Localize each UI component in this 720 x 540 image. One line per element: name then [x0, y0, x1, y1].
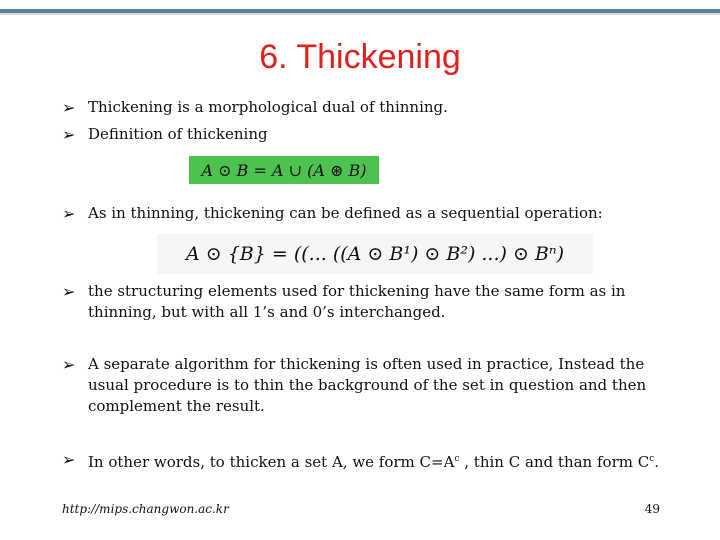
bullet-4-text: the structuring elements used for thickening have the same form as in thinning, but with all 1’s and 0’s interchanged. [88, 282, 626, 321]
arrow-bullet-icon: ➢ [62, 204, 76, 223]
bullet-2-text: Definition of thickening [88, 125, 268, 143]
bullet-2 [62, 124, 668, 145]
sequential-thickening-formula: A ⊙ {B} = ((... ((A ⊙ B¹) ⊙ B²) ...) ⊙ Bⁿ) [157, 234, 593, 274]
bullet-1-text: Thickening is a morphological dual of thinning. [88, 98, 448, 116]
arrow-bullet-icon: ➢ [62, 450, 76, 469]
bullet-5 [62, 354, 668, 417]
complement-superscript: c [649, 454, 655, 464]
footer-url: http://mips.changwon.ac.kr [62, 502, 229, 516]
bullet-6-text-pre: In other words, to thicken a set A, we form C=A [88, 453, 455, 471]
bullet-6-text-mid: , thin C and than form C [459, 453, 650, 471]
slide-title: 6. Thickening [259, 38, 461, 76]
top-border-highlight [0, 13, 720, 15]
bullet-6-text [88, 449, 668, 473]
bullet-3-text: As in thinning, thickening can be defined as a sequential operation: [88, 204, 603, 222]
arrow-bullet-icon: ➢ [62, 125, 76, 144]
page-number: 49 [644, 502, 660, 516]
bullet-6-text-post: . [654, 453, 660, 471]
bullet-1 [62, 97, 668, 118]
thickening-definition-formula: A ⊙ B = A ∪ (A ⊛ B) [189, 156, 379, 184]
arrow-bullet-icon: ➢ [62, 98, 76, 117]
bullet-4 [62, 281, 668, 323]
bullet-6 [62, 449, 668, 473]
bullet-5-text: A separate algorithm for thickening is often used in practice, Instead the usual procedure is to thin the background of the set in question and then complement the result. [88, 355, 647, 415]
arrow-bullet-icon: ➢ [62, 355, 76, 374]
complement-superscript: c [454, 454, 460, 464]
arrow-bullet-icon: ➢ [62, 282, 76, 301]
bullet-3 [62, 203, 668, 224]
